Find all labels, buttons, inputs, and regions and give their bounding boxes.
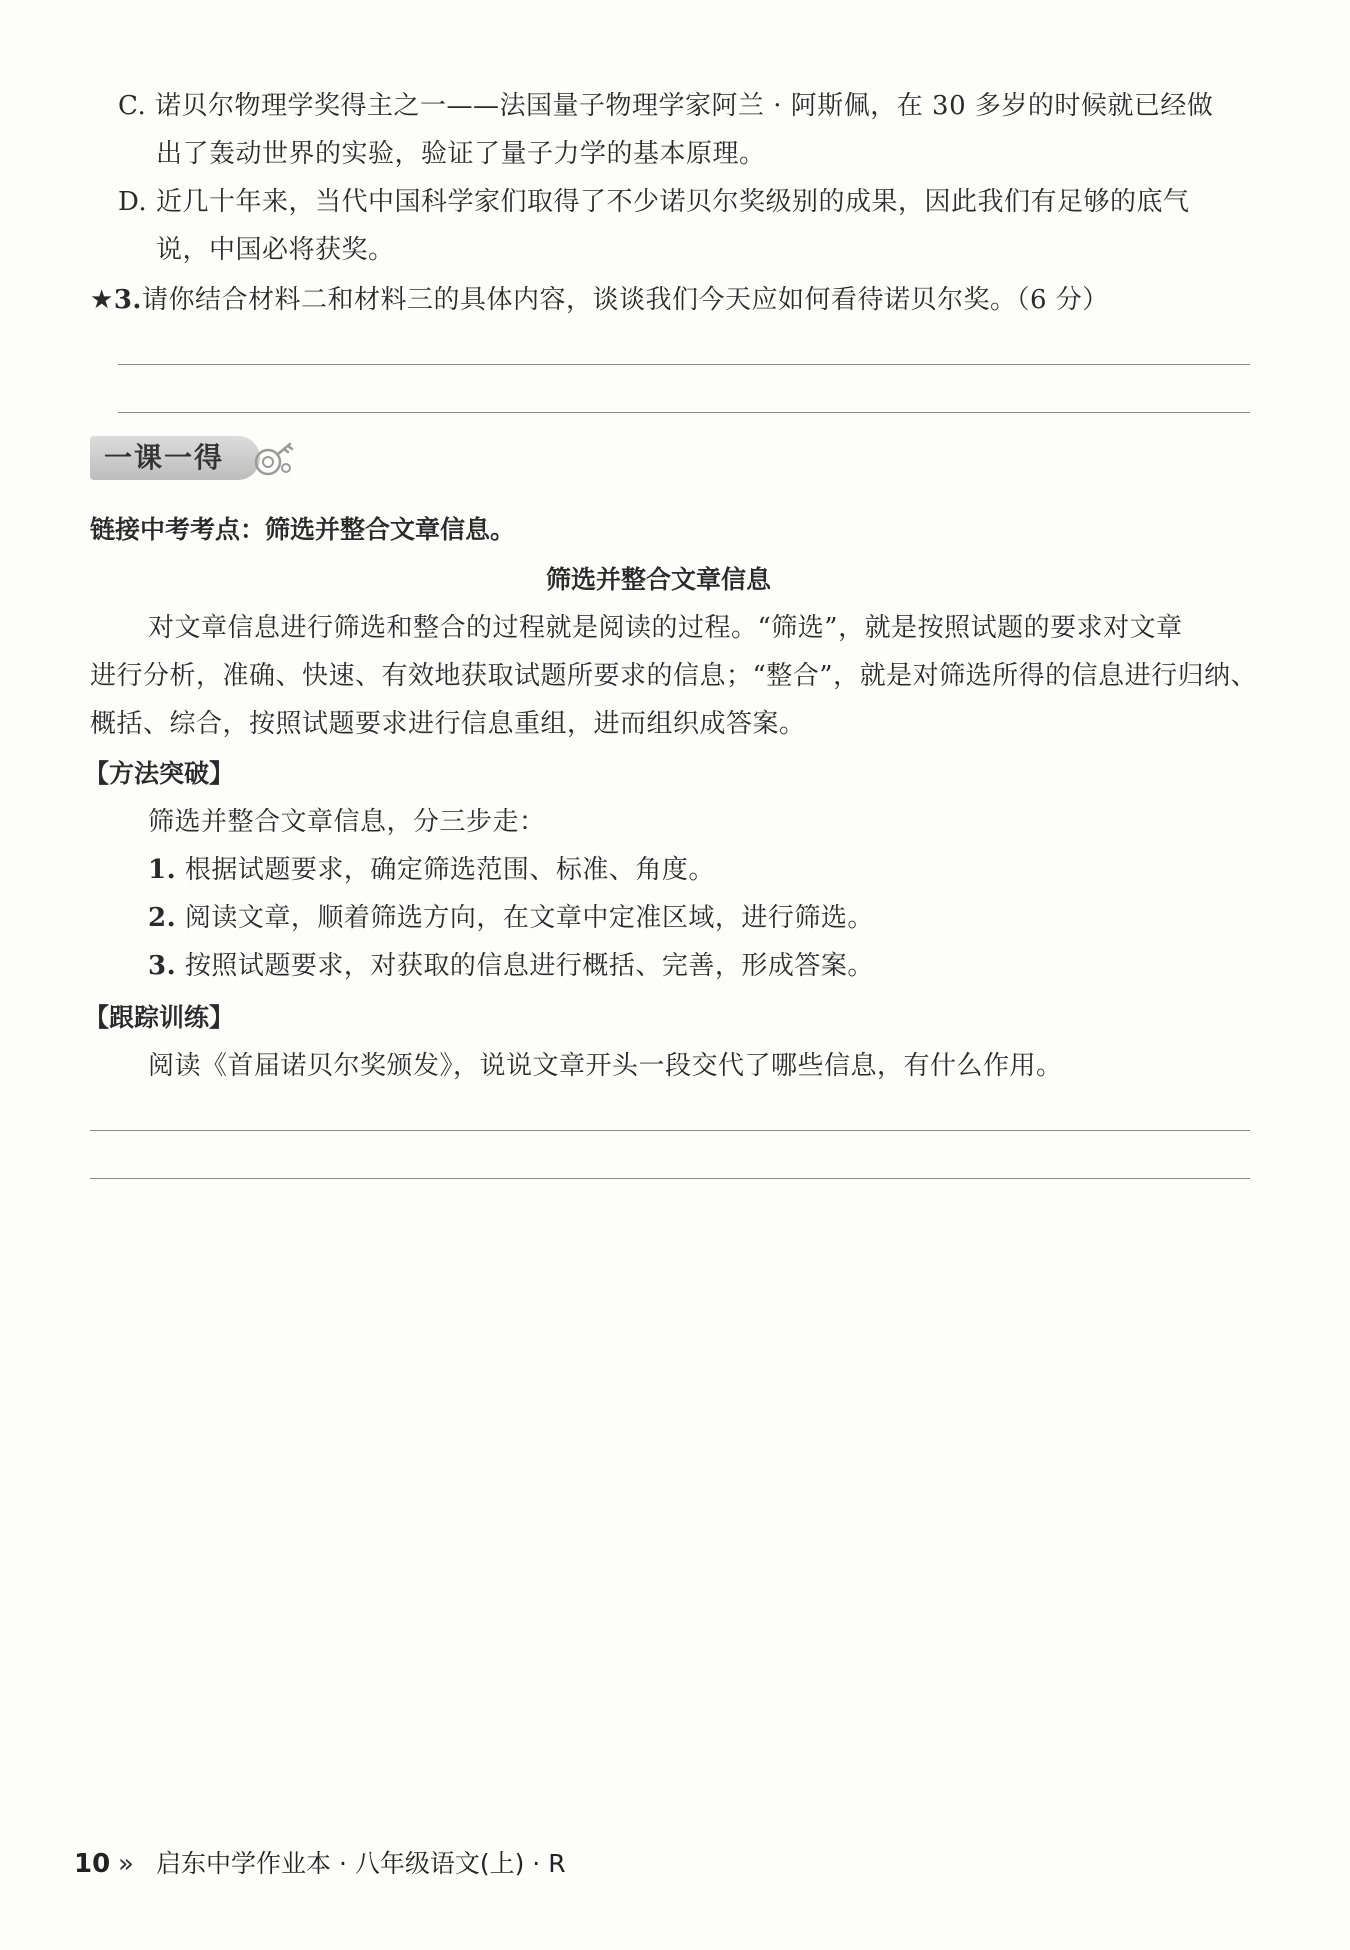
page-number: 10 — [74, 1849, 111, 1879]
step-text: 根据试题要求，确定筛选范围、标准、角度。 — [184, 855, 715, 885]
training-heading: 【跟踪训练】 — [84, 1003, 235, 1032]
section-badge — [90, 432, 300, 484]
option-d-line2: 说，中国必将获奖。 — [156, 235, 395, 265]
star-icon: ★ — [90, 285, 114, 315]
method-intro: 筛选并整合文章信息，分三步走： — [148, 807, 546, 837]
method-step-2 — [148, 900, 874, 936]
method-step-1 — [148, 852, 715, 888]
step-number: 3. — [148, 951, 177, 981]
para-line-2: 进行分析，准确、快速、有效地获取试题所要求的信息；“整合”，就是对筛选所得的信息进行归纳、 — [90, 661, 1258, 691]
method-step-3 — [148, 948, 874, 984]
key-ornament-icon — [250, 438, 296, 480]
step-text: 阅读文章，顺着筛选方向，在文章中定准区域，进行筛选。 — [184, 903, 874, 933]
answer-line[interactable] — [118, 412, 1250, 413]
double-chevron-icon: » — [118, 1849, 134, 1879]
step-number: 2. — [148, 903, 177, 933]
link-exam-point: 链接中考考点：筛选并整合文章信息。 — [90, 515, 516, 544]
option-d-line1: D. 近几十年来，当代中国科学家们取得了不少诺贝尔奖级别的成果，因此我们有足够的底气 — [118, 187, 1190, 217]
para-line-1: 对文章信息进行筛选和整合的过程就是阅读的过程。“筛选”，就是按照试题的要求对文章 — [148, 613, 1183, 643]
book-title: 启东中学作业本 · 八年级语文(上) · R — [156, 1849, 566, 1878]
answer-line[interactable] — [90, 1130, 1250, 1131]
training-question: 阅读《首届诺贝尔奖颁发》，说说文章开头一段交代了哪些信息，有什么作用。 — [148, 1051, 1063, 1081]
para-line-3: 概括、综合，按照试题要求进行信息重组，进而组织成答案。 — [90, 709, 806, 739]
question-3-number: 3. — [113, 285, 142, 315]
question-3 — [90, 282, 1109, 318]
option-c-line1: C. 诺贝尔物理学奖得主之一——法国量子物理学家阿兰 · 阿斯佩，在 30 多岁的时候就已经做 — [118, 91, 1214, 121]
badge-label: 一课一得 — [104, 441, 225, 474]
answer-line[interactable] — [90, 1178, 1250, 1179]
section-title: 筛选并整合文章信息 — [546, 565, 772, 594]
method-heading: 【方法突破】 — [84, 759, 235, 788]
question-3-text: 请你结合材料二和材料三的具体内容，谈谈我们今天应如何看待诺贝尔奖。（6 分） — [141, 285, 1109, 315]
answer-line[interactable] — [118, 364, 1250, 365]
option-c-line2: 出了轰动世界的实验，验证了量子力学的基本原理。 — [156, 139, 766, 169]
step-number: 1. — [148, 855, 177, 885]
step-text: 按照试题要求，对获取的信息进行概括、完善，形成答案。 — [184, 951, 874, 981]
